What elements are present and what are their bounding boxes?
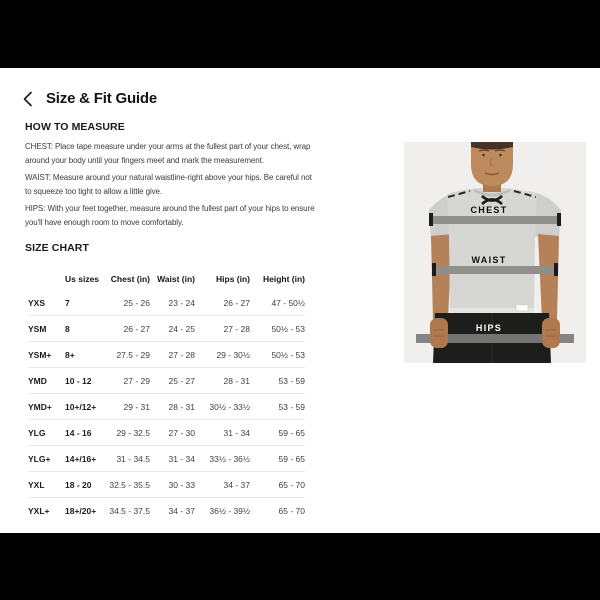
cell-height: 53 - 59 [278, 401, 305, 412]
chevron-left-icon [20, 95, 38, 112]
measure-hips-text: HIPS: With your feet together, measure around the fullest part of your hips to ensure you'll have enough room to move comfortably. [25, 204, 315, 227]
table-row [28, 393, 305, 419]
table-row [28, 290, 305, 315]
cell-hips: 33½ - 36½ [209, 453, 250, 464]
cell-size: YMD+ [28, 401, 52, 412]
page-title: Size & Fit Guide [46, 90, 157, 107]
cell-height: 65 - 70 [278, 505, 305, 516]
cell-us: 7 [65, 297, 70, 308]
cell-height: 50½ - 53 [271, 323, 305, 334]
cell-hips: 31 - 34 [223, 427, 250, 438]
letterbox-top [0, 0, 600, 68]
cell-chest: 27 - 29 [123, 375, 150, 386]
cell-chest: 27.5 - 29 [116, 349, 150, 360]
back-button[interactable] [20, 90, 38, 108]
measure-chest-text: CHEST: Place tape measure under your arms at the fullest part of your chest, wrap around your body until your fingers meet and mark the measurement. [25, 142, 311, 165]
cell-height: 59 - 65 [278, 427, 305, 438]
cell-hips: 34 - 37 [223, 479, 250, 490]
cell-height: 53 - 59 [278, 375, 305, 386]
table-row [28, 419, 305, 445]
cell-hips: 29 - 30½ [216, 349, 250, 360]
table-row [28, 367, 305, 393]
col-header-chest: Chest (in) [110, 274, 150, 284]
cell-chest: 29 - 32.5 [116, 427, 150, 438]
cell-waist: 27 - 30 [168, 427, 195, 438]
cell-height: 50½ - 53 [271, 349, 305, 360]
cell-chest: 25 - 26 [123, 297, 150, 308]
cell-chest: 29 - 31 [123, 401, 150, 412]
cell-size: YXL [28, 479, 45, 490]
cell-size: YXL+ [28, 505, 50, 516]
cell-height: 65 - 70 [278, 479, 305, 490]
cell-waist: 28 - 31 [168, 401, 195, 412]
cell-chest: 31 - 34.5 [116, 453, 150, 464]
measure-waist-text: WAIST: Measure around your natural waistline-right above your hips. Be careful not to squeeze too tight to allow a little give. [25, 173, 312, 196]
cell-size: YSM [28, 323, 47, 334]
cell-size: YMD [28, 375, 47, 386]
cell-hips: 30½ - 33½ [209, 401, 250, 412]
cell-hips: 26 - 27 [223, 297, 250, 308]
cell-waist: 25 - 27 [168, 375, 195, 386]
size-chart-heading: SIZE CHART [25, 242, 89, 254]
cell-us: 10 - 12 [65, 375, 92, 386]
col-header-hips: Hips (in) [216, 274, 250, 284]
cell-us: 10+/12+ [65, 401, 97, 412]
cell-height: 59 - 65 [278, 453, 305, 464]
col-header-us: Us sizes [65, 274, 100, 284]
figure-waist-label: WAIST [471, 255, 507, 265]
cell-waist: 30 - 33 [168, 479, 195, 490]
cell-us: 18+/20+ [65, 505, 97, 516]
page-content [0, 68, 600, 533]
size-chart-table [28, 268, 305, 523]
table-row [28, 497, 305, 523]
cell-chest: 26 - 27 [123, 323, 150, 334]
table-row [28, 445, 305, 471]
cell-us: 18 - 20 [65, 479, 92, 490]
cell-size: YXS [28, 297, 46, 308]
col-header-height: Height (in) [262, 274, 305, 284]
table-row [28, 471, 305, 497]
cell-chest: 34.5 - 37.5 [109, 505, 150, 516]
cell-us: 14+/16+ [65, 453, 97, 464]
cell-us: 8 [65, 323, 70, 334]
col-header-waist: Waist (in) [157, 274, 195, 284]
cell-chest: 32.5 - 35.5 [109, 479, 150, 490]
cell-waist: 34 - 37 [168, 505, 195, 516]
how-to-measure-heading: HOW TO MEASURE [25, 121, 125, 133]
figure-hips-label: HIPS [475, 323, 503, 333]
cell-hips: 36½ - 39½ [209, 505, 250, 516]
cell-size: YLG+ [28, 453, 51, 464]
table-row [28, 315, 305, 341]
table-row [28, 341, 305, 367]
figure-chest-label: CHEST [470, 205, 508, 215]
table-header-row [28, 268, 305, 290]
cell-hips: 28 - 31 [223, 375, 250, 386]
cell-size: YLG [28, 427, 46, 438]
fit-model-photo [404, 142, 586, 363]
cell-waist: 31 - 34 [168, 453, 195, 464]
cell-hips: 27 - 28 [223, 323, 250, 334]
cell-waist: 23 - 24 [168, 297, 195, 308]
cell-size: YSM+ [28, 349, 52, 360]
cell-waist: 24 - 25 [168, 323, 195, 334]
cell-waist: 27 - 28 [168, 349, 195, 360]
how-to-measure-copy [25, 140, 317, 233]
cell-us: 14 - 16 [65, 427, 92, 438]
letterbox-bottom [0, 533, 600, 600]
cell-height: 47 - 50½ [271, 297, 305, 308]
cell-us: 8+ [65, 349, 75, 360]
